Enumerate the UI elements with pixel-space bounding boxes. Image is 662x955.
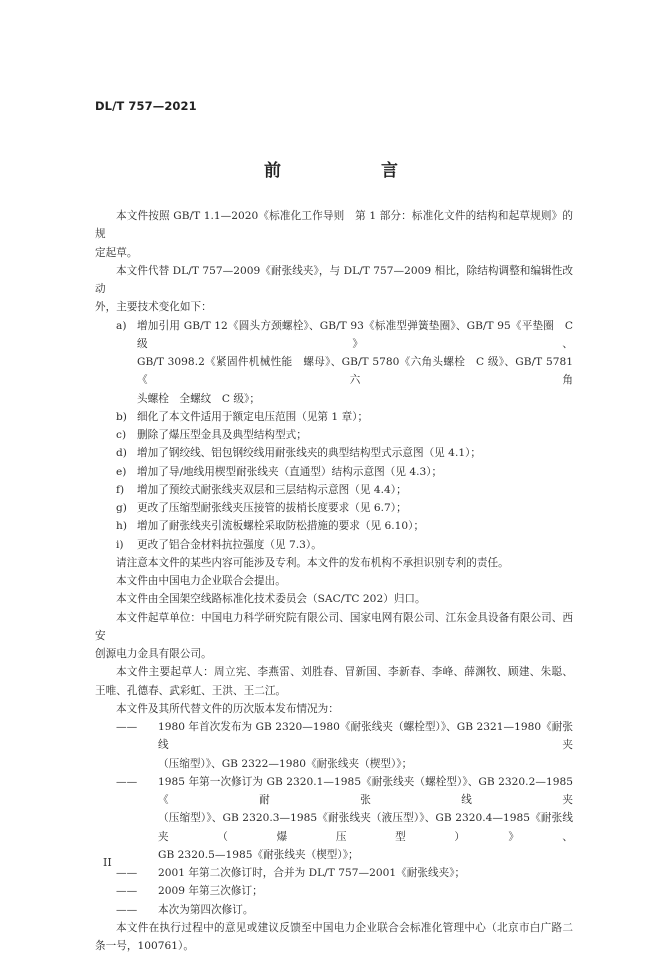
list-item-text: 删除了爆压型金具及典型结构型式； bbox=[137, 429, 307, 441]
change-item-h bbox=[95, 517, 573, 535]
history-dash: —— bbox=[116, 903, 138, 916]
intro-line-3: 本文件代替 DL/T 757—2009《耐张线夹》，与 DL/T 757—2009 相比，除结构调整和编辑性改动 bbox=[95, 264, 573, 295]
change-item-a bbox=[95, 317, 573, 408]
history-intro: 本文件及其所代替文件的历次版本发布情况为： bbox=[116, 702, 339, 715]
change-item-e bbox=[95, 463, 573, 481]
history-item-2001 bbox=[95, 864, 573, 882]
patent-note: 请注意本文件的某些内容可能涉及专利。本文件的发布机构不承担识别专利的责任。 bbox=[116, 556, 509, 569]
drafting-units-line-2: 创源电力金具有限公司。 bbox=[95, 648, 212, 660]
list-marker: c) bbox=[116, 429, 127, 441]
history-text: 2009 年第三次修订； bbox=[158, 885, 263, 898]
list-marker: e) bbox=[116, 465, 127, 478]
history-dash: —— bbox=[116, 885, 138, 898]
standard-code: DL/T 757—2021 bbox=[95, 99, 197, 113]
list-item-text: 增加了预绞式耐张线夹双层和三层结构示意图（见 4.4）； bbox=[137, 483, 407, 496]
list-marker: d) bbox=[116, 447, 127, 460]
history-item-current bbox=[95, 901, 573, 919]
change-item-g bbox=[95, 499, 573, 517]
list-marker: b) bbox=[116, 410, 127, 423]
list-item-text: 增加了导/地线用楔型耐张线夹（直通型）结构示意图（见 4.3）； bbox=[137, 465, 443, 478]
history-item-1985 bbox=[95, 773, 573, 864]
page-number: II bbox=[103, 856, 112, 869]
list-marker: g) bbox=[116, 502, 127, 514]
feedback-line-2: 条一号，100761）。 bbox=[95, 940, 194, 952]
change-item-d bbox=[95, 444, 573, 462]
change-item-b bbox=[95, 408, 573, 426]
history-item-2009 bbox=[95, 882, 573, 900]
committee-note: 本文件由全国架空线路标准化技术委员会（SAC/TC 202）归口。 bbox=[116, 593, 426, 606]
list-marker: f) bbox=[116, 483, 125, 496]
history-text: （压缩型）》、GB 2322—1980《耐张线夹（楔型）》； bbox=[158, 757, 413, 770]
history-text: GB 2320.5—1985《耐张线夹（楔型）》； bbox=[158, 848, 359, 861]
feedback-line-1: 本文件在执行过程中的意见或建议反馈至中国电力企业联合会标准化管理中心（北京市白广路二 bbox=[116, 921, 573, 934]
history-text: （压缩型）》、GB 2320.3—1985《耐张线夹（液压型）》、GB 2320.4—1985《耐张线夹（爆压型）》、 bbox=[158, 812, 573, 843]
change-item-f bbox=[95, 481, 573, 499]
history-dash: —— bbox=[116, 721, 138, 733]
intro-line-4: 外，主要技术变化如下： bbox=[95, 301, 212, 314]
history-text: 本次为第四次修订。 bbox=[158, 903, 254, 916]
list-marker: h) bbox=[116, 520, 127, 533]
foreword-body bbox=[95, 207, 573, 955]
history-dash: —— bbox=[116, 867, 138, 879]
list-item-text: 增加了钢绞线、铝包钢绞线用耐张线夹的典型结构型式示意图（见 4.1）； bbox=[137, 447, 482, 460]
list-item-text: 头螺栓 全螺纹 C 级》； bbox=[137, 392, 260, 405]
list-item-text: 更改了铝合金材料抗拉强度（见 7.3）。 bbox=[137, 538, 322, 551]
drafters-line-1: 本文件主要起草人：周立宪、李燕雷、刘胜春、冒新国、李新春、李峰、薛渊牧、顾建、朱聪、 bbox=[116, 666, 573, 679]
history-dash: —— bbox=[116, 775, 138, 788]
list-item-text: 增加了耐张线夹引流板螺栓采取防松措施的要求（见 6.10）； bbox=[137, 520, 425, 533]
list-marker: i) bbox=[116, 538, 124, 551]
list-item-text: 细化了本文件适用于额定电压范围（见第 1 章）； bbox=[137, 410, 369, 423]
history-item-1980 bbox=[95, 718, 573, 773]
intro-line-2: 定起草。 bbox=[95, 246, 138, 259]
list-item-text: 更改了压缩型耐张线夹压接管的拔梢长度要求（见 6.7）； bbox=[137, 502, 407, 514]
list-item-text: GB/T 3098.2《紧固件机械性能 螺母》、GB/T 5780《六角头螺栓 C 级》、GB/T 5781《六角 bbox=[137, 356, 573, 387]
list-marker: a) bbox=[116, 319, 127, 332]
list-item-text: 增加引用 GB/T 12《圆头方颈螺栓》、GB/T 93《标准型弹簧垫圈》、GB/T 95《平垫圈 C 级》、 bbox=[137, 319, 573, 350]
history-text: 2001 年第二次修订时，合并为 DL/T 757—2001《耐张线夹》； bbox=[158, 867, 466, 879]
proposer-note: 本文件由中国电力企业联合会提出。 bbox=[116, 575, 286, 587]
change-item-i bbox=[95, 536, 573, 554]
history-text: 1980 年首次发布为 GB 2320—1980《耐张线夹（螺栓型）》、GB 2321—1980《耐张线夹 bbox=[158, 721, 573, 752]
page-title: 前 言 bbox=[264, 161, 420, 181]
drafters-line-2: 王唯、孔德春、武彩虹、王洪、王二江。 bbox=[95, 684, 287, 697]
intro-line-1: 本文件按照 GB/T 1.1—2020《标准化工作导则 第 1 部分：标准化文件的结构和起草规则》的规 bbox=[95, 210, 573, 241]
history-text: 1985 年第一次修订为 GB 2320.1—1985《耐张线夹（螺栓型）》、GB 2320.2—1985《耐张线夹 bbox=[158, 775, 573, 806]
change-item-c bbox=[95, 426, 573, 444]
drafting-units-line-1: 本文件起草单位：中国电力科学研究院有限公司、国家电网有限公司、江东金具设备有限公司、西安 bbox=[95, 611, 573, 642]
